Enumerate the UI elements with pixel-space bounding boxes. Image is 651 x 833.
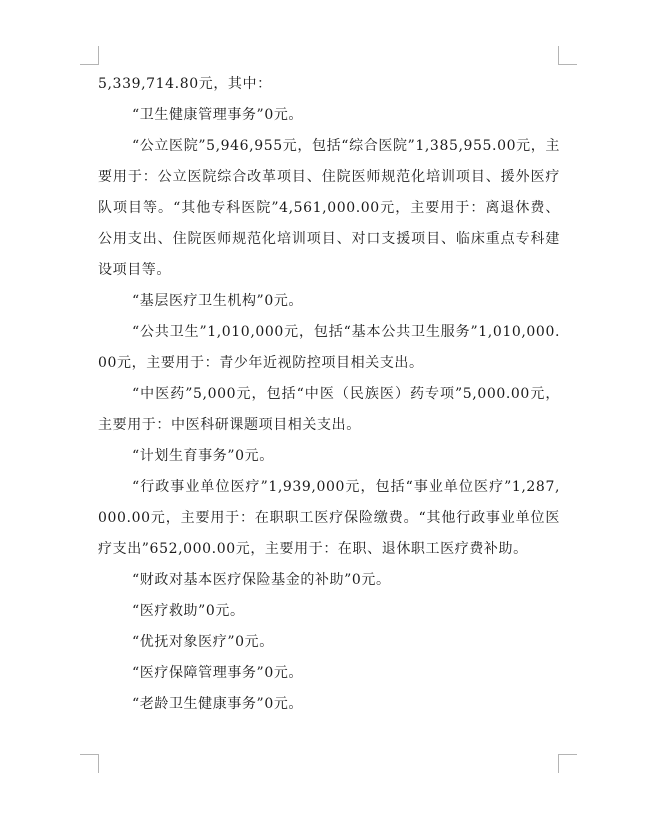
- paragraph: “老龄卫生健康事务”0元。: [132, 696, 304, 712]
- paragraph-continuation: 5,339,714.80元，其中：: [98, 76, 272, 92]
- paragraph: “行政事业单位医疗”1,939,000元，包括“事业单位医疗”1,287,000.00元，主要用于：在职职工医疗保险缴费。“其他行政事业单位医疗支出”652,000.00元，主要用于：在职、退休职工医疗费补助。: [98, 479, 560, 557]
- paragraph: “公共卫生”1,010,000元，包括“基本公共卫生服务”1,010,000.00元，主要用于：青少年近视防控项目相关支出。: [98, 324, 560, 371]
- paragraph: “优抚对象医疗”0元。: [132, 634, 274, 650]
- paragraph: “基层医疗卫生机构”0元。: [132, 293, 304, 309]
- paragraph: “医疗保障管理事务”0元。: [132, 665, 304, 681]
- document-body: [98, 69, 560, 720]
- margin-corner-top-right: [558, 46, 577, 65]
- paragraph: “计划生育事务”0元。: [132, 448, 274, 464]
- paragraph: “公立医院”5,946,955元，包括“综合医院”1,385,955.00元，主要用于：公立医院综合改革项目、住院医师规范化培训项目、援外医疗队项目等。“其他专科医院”4,561,000.00元，主要用于：离退休费、公用支出、住院医师规范化培训项目、对口支援项目、临床重点专科建设项目等。: [98, 138, 560, 278]
- paragraph: “中医药”5,000元，包括“中医（民族医）药专项”5,000.00元，主要用于：中医科研课题项目相关支出。: [98, 386, 560, 433]
- margin-corner-bottom-left: [80, 754, 99, 773]
- paragraph: “医疗救助”0元。: [132, 603, 245, 619]
- margin-corner-bottom-right: [558, 754, 577, 773]
- paragraph: “财政对基本医疗保险基金的补助”0元。: [132, 572, 391, 588]
- margin-corner-top-left: [80, 46, 99, 65]
- paragraph: “卫生健康管理事务”0元。: [132, 107, 304, 123]
